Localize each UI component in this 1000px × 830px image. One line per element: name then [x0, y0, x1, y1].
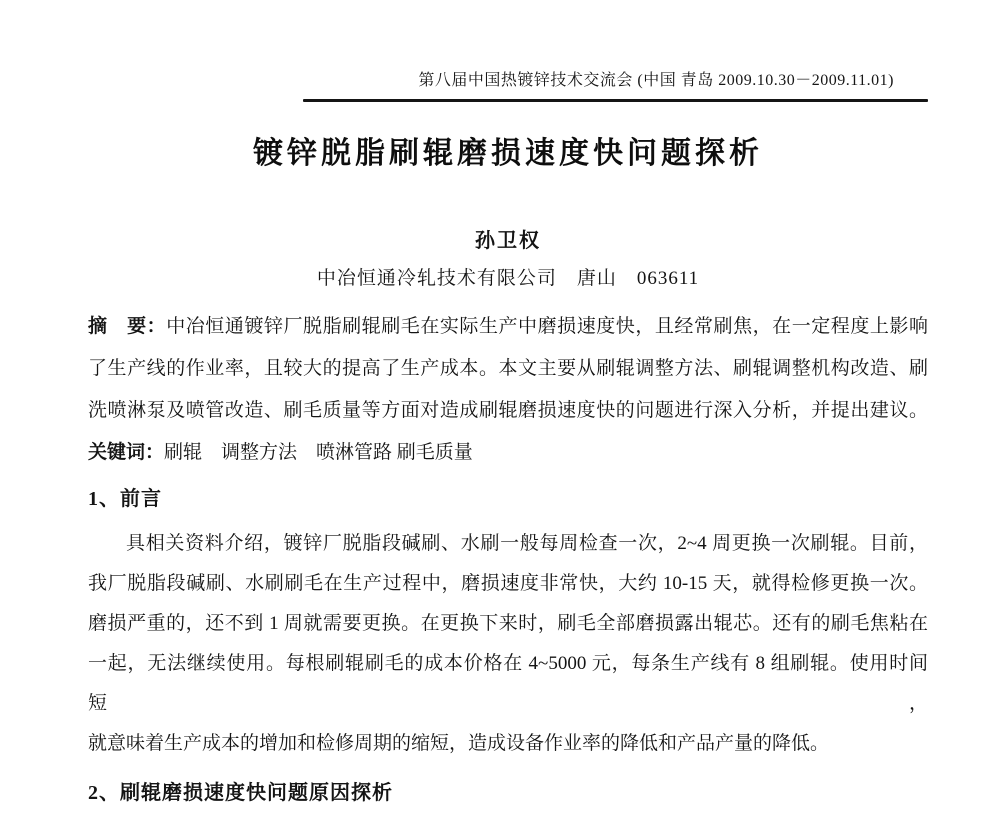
- abstract-first-line-text: 中冶恒通镀锌厂脱脂刷辊刷毛在实际生产中磨损速度快，且经常刷焦，在一定程度上影响: [166, 316, 928, 337]
- section-heading-cause-analysis: 2、刷辊磨损速度快问题原因探析: [88, 782, 393, 804]
- text-line: 了生产线的作业率，且较大的提高了生产成本。本文主要从刷辊调整方法、刷辊调整机构改造、刷: [88, 358, 928, 379]
- abstract-paragraph: [88, 306, 928, 432]
- text-line: 我厂脱脂段碱刷、水刷刷毛在生产过程中，磨损速度非常快，大约 10-15 天，就得检修更换一次。: [88, 573, 928, 594]
- text-line: 一起，无法继续使用。每根刷辊刷毛的成本价格在 4~5000 元，每条生产线有 8 组刷辊。使用时间短，: [88, 653, 928, 714]
- section-heading-foreword: 1、前言: [88, 488, 162, 510]
- header-underline: [303, 99, 928, 102]
- affiliation-line: 中冶恒通冷轧技术有限公司 唐山 063611: [316, 268, 700, 289]
- abstract-rest-lines: [88, 348, 928, 432]
- text-line: 磨损严重的，还不到 1 周就需要更换。在更换下来时，刷毛全部磨损露出辊芯。还有的刷毛焦粘在: [88, 613, 928, 634]
- conference-header-text: 第八届中国热镀锌技术交流会 (中国 青岛 2009.10.30－2009.11.01): [418, 72, 894, 89]
- conference-header: [88, 70, 928, 102]
- keywords-text: 刷辊 调整方法 喷淋管路 刷毛质量: [164, 442, 473, 463]
- keywords-label: 关键词：: [88, 442, 165, 463]
- text-line: 就意味着生产成本的增加和检修周期的缩短，造成设备作业率的降低和产品产量的降低。: [88, 733, 830, 754]
- keywords-line: [88, 432, 928, 474]
- text-line: 洗喷淋泵及喷管改造、刷毛质量等方面对造成刷辊磨损速度快的问题进行深入分析，并提出建议。: [88, 400, 928, 421]
- author-name: 孙卫权: [475, 230, 541, 252]
- text-line: 具相关资料介绍，镀锌厂脱脂段碱刷、水刷一般每周检查一次，2~4 周更换一次刷辊。目前，: [126, 533, 928, 554]
- document-page: [0, 70, 1000, 808]
- abstract-label: 摘 要：: [88, 316, 167, 337]
- paper-title: 镀锌脱脂刷辊磨损速度快问题探析: [253, 137, 763, 170]
- section-1-paragraph: [88, 524, 928, 764]
- abstract-first-line: [88, 306, 928, 348]
